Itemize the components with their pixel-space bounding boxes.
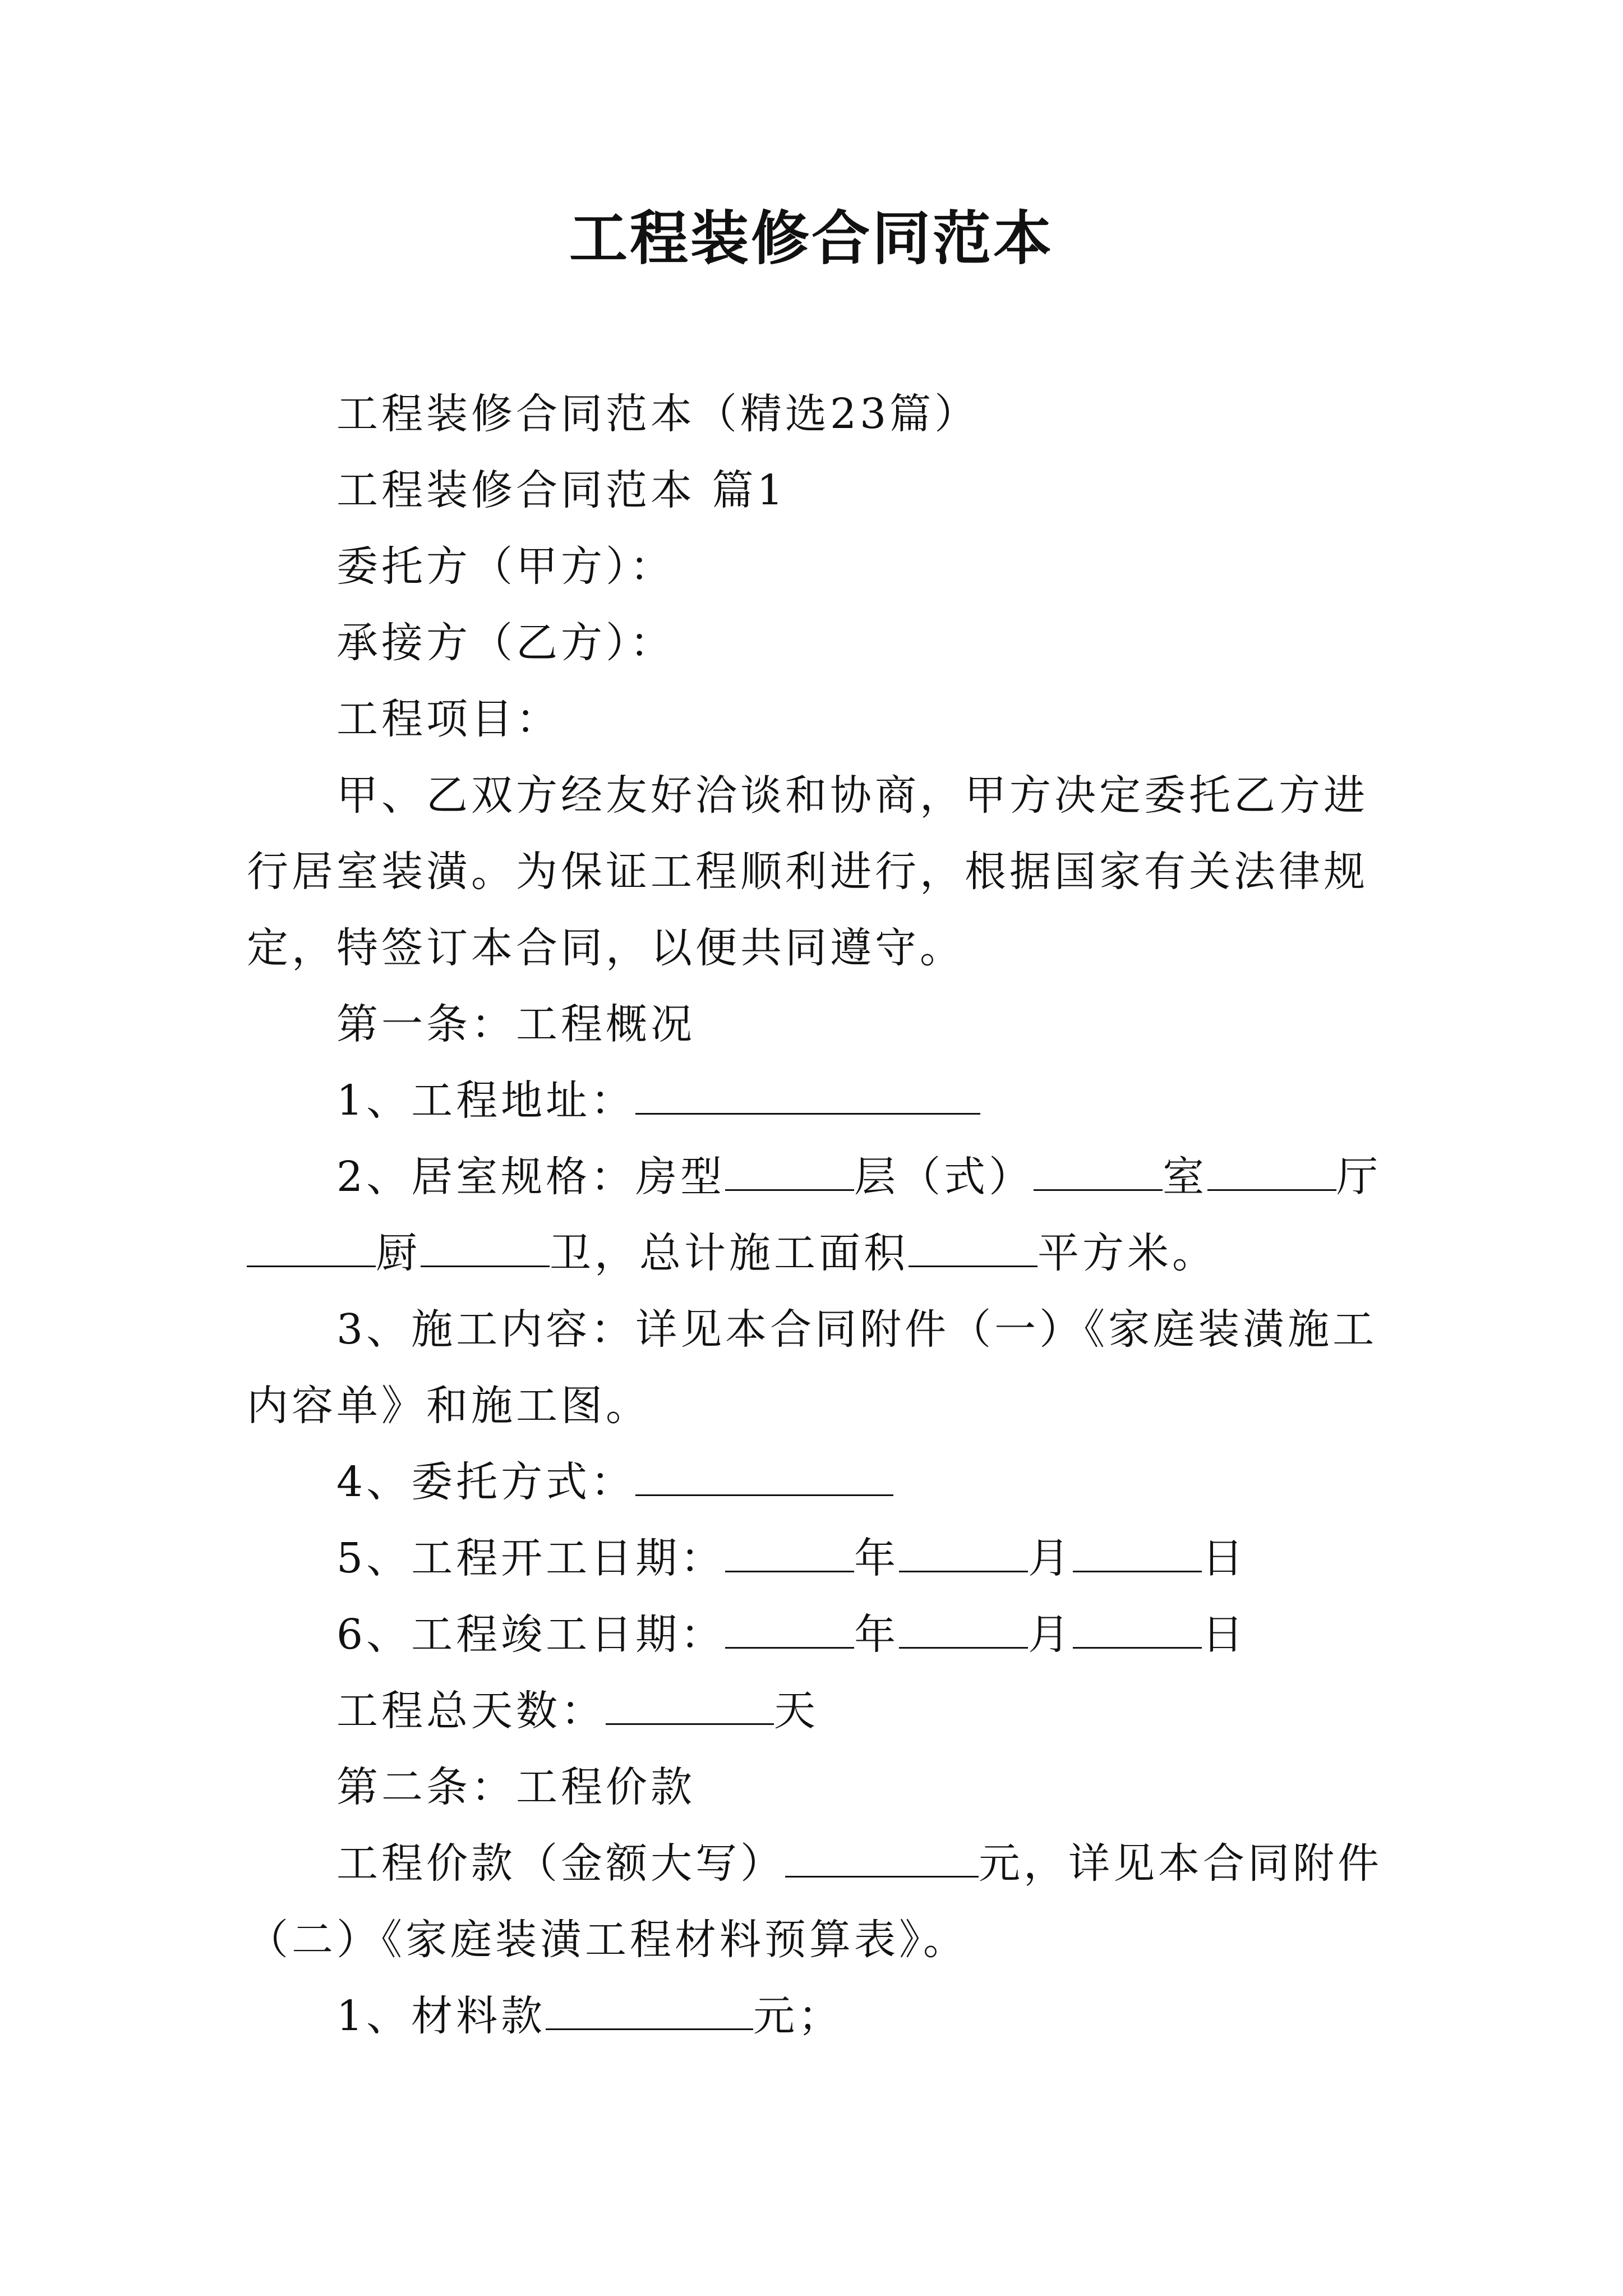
price-amount-blank[interactable] — [785, 1832, 979, 1878]
end-day-blank[interactable] — [1073, 1603, 1202, 1649]
start-day-blank[interactable] — [1073, 1527, 1202, 1572]
item-4-label: 4、委托方式： — [336, 1458, 636, 1506]
item-1-label: 1、工程地址： — [336, 1076, 636, 1125]
total-days-line — [247, 1673, 1385, 1749]
area-blank[interactable] — [909, 1222, 1038, 1267]
start-year-label: 年 — [854, 1534, 900, 1582]
item-6-label: 6、工程竣工日期： — [336, 1611, 726, 1659]
start-day-label: 日 — [1202, 1534, 1247, 1582]
party-b-line: 承接方（乙方）： — [336, 619, 675, 667]
section-heading: 工程装修合同范本 篇1 — [336, 466, 787, 514]
item-5-start-date — [247, 1520, 1385, 1596]
item-2-text-3: 厅 — [1336, 1153, 1382, 1201]
method-blank[interactable] — [635, 1451, 893, 1496]
item-2-label: 2、居室规格：房型 — [336, 1153, 726, 1201]
kitchen-count-blank[interactable] — [421, 1222, 550, 1267]
item-2-text-5: 卫，总计施工面积 — [550, 1229, 909, 1277]
end-year-label: 年 — [854, 1611, 900, 1659]
address-blank[interactable] — [635, 1069, 980, 1115]
item-2-text-4: 厨 — [376, 1229, 421, 1277]
hall-count-blank[interactable] — [247, 1222, 376, 1267]
material-amount-blank[interactable] — [546, 1985, 753, 2030]
document-body — [247, 376, 1385, 2054]
material-label: 1、材料款 — [336, 1992, 546, 2040]
item-2-text-1: 层（式） — [854, 1153, 1034, 1201]
material-unit: 元； — [753, 1992, 843, 2040]
room-count-blank[interactable] — [1207, 1145, 1336, 1191]
start-year-blank[interactable] — [725, 1527, 854, 1572]
price-label: 工程价款（金额大写） — [336, 1839, 785, 1888]
total-days-label: 工程总天数： — [336, 1687, 606, 1735]
start-month-label: 月 — [1028, 1534, 1073, 1582]
item-1-address — [247, 1062, 1385, 1139]
end-month-blank[interactable] — [899, 1603, 1028, 1649]
item-2-text-2: 室 — [1163, 1153, 1208, 1201]
item-5-label: 5、工程开工日期： — [336, 1534, 726, 1582]
floor-blank[interactable] — [1034, 1145, 1163, 1191]
article-2-heading: 第二条：工程价款 — [336, 1763, 695, 1811]
price-rest: 元，详见本合同附件（二）《家庭装潢工程材料预算表》。 — [247, 1839, 1382, 1964]
item-2-text-6: 平方米。 — [1038, 1229, 1217, 1277]
total-days-unit: 天 — [774, 1687, 819, 1735]
article-1-heading: 第一条：工程概况 — [336, 1000, 695, 1048]
item-2-spec — [247, 1139, 1385, 1291]
start-month-blank[interactable] — [899, 1527, 1028, 1572]
item-3-content: 3、施工内容：详见本合同附件（一）《家庭装潢施工内容单》和施工图。 — [247, 1305, 1378, 1430]
total-days-blank[interactable] — [606, 1680, 774, 1725]
party-a-line: 委托方（甲方）： — [336, 542, 675, 591]
document-title: 工程装修合同范本 — [569, 204, 1054, 273]
item-4-method — [247, 1444, 1385, 1520]
document-subtitle: 工程装修合同范本（精选23篇） — [336, 390, 980, 438]
end-month-label: 月 — [1028, 1611, 1073, 1659]
price-paragraph — [247, 1825, 1385, 1978]
end-year-blank[interactable] — [725, 1603, 854, 1649]
end-day-label: 日 — [1202, 1611, 1247, 1659]
room-type-blank[interactable] — [725, 1145, 854, 1191]
item-6-end-date — [247, 1596, 1385, 1673]
intro-paragraph: 甲、乙双方经友好洽谈和协商，甲方决定委托乙方进行居室装潢。为保证工程顺利进行，根据国家有关法律规定，特签订本合同，以便共同遵守。 — [247, 771, 1368, 972]
project-line: 工程项目： — [336, 695, 561, 743]
material-line — [247, 1978, 1385, 2054]
